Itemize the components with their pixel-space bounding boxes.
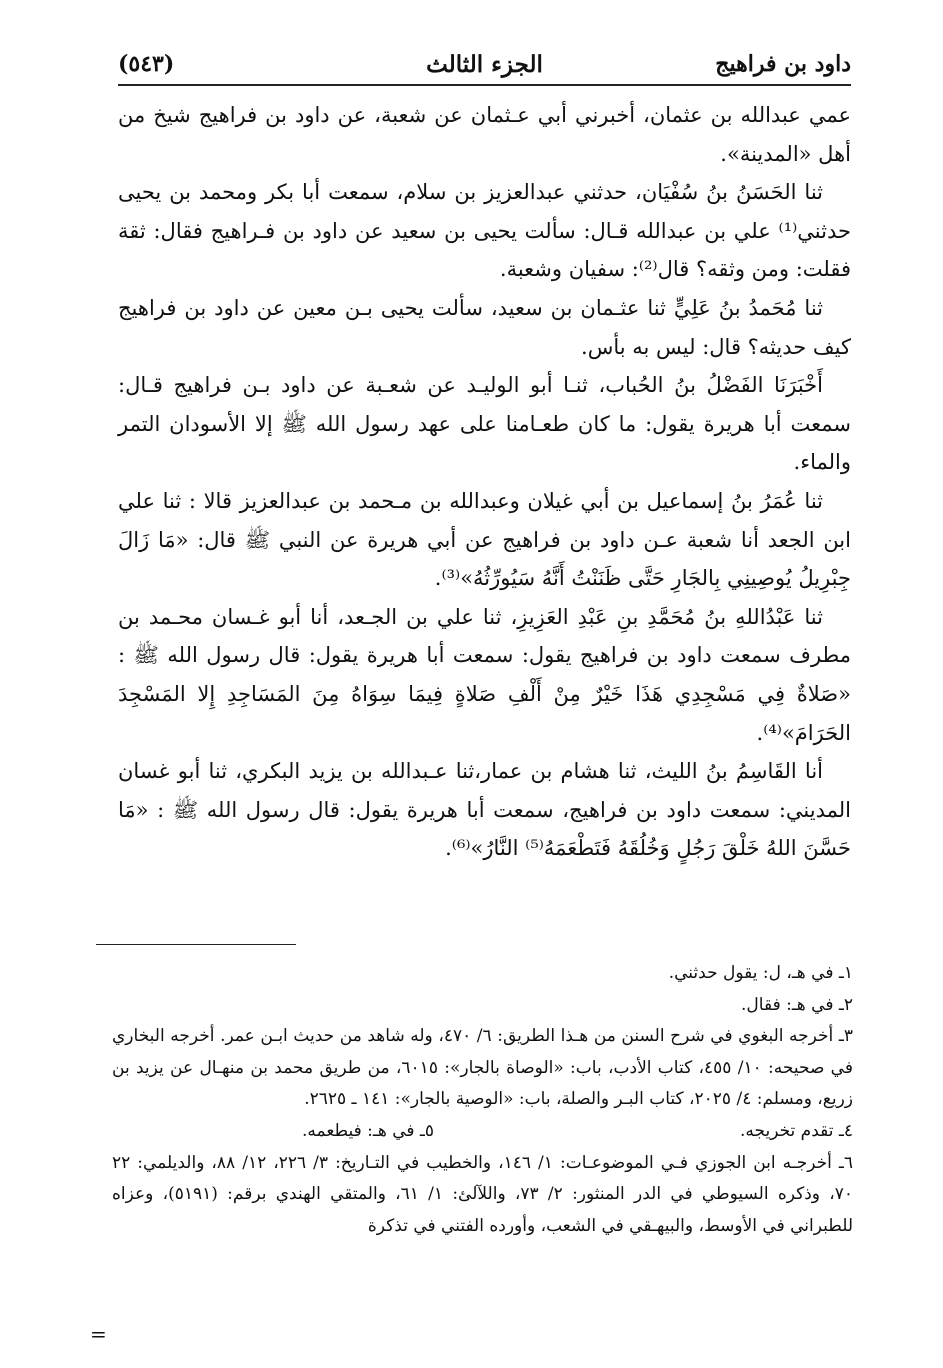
footnote-5: ٥ـ في هـ: فيطعمه.: [302, 1120, 435, 1141]
paragraph-1: عمي عبدالله بن عثمان، أخبرني أبي عـثمان عن شعبة، عن داود بن فراهيج شيخ من أهل «المدينة».: [118, 103, 851, 166]
paragraph-4: أَخْبَرَنَا الفَضْلُ بنُ الحُباب، ثنـا أبو الوليـد عن شعـبة عن داود بـن فراهيج قـال: سمعت أبا هريرة يقول: ما كان طعـامنا على عهد رسول الله ﷺ إلا الأسودان التمر والماء.: [118, 373, 851, 475]
header-volume: الجزء الثالث: [426, 50, 543, 78]
footnote-6: ٦ـ أخرجـه ابن الجوزي فـي الموضوعـات: ١/ ١٤٦، والخطيب في التـاريخ: ٣/ ٢٢٦، ١٢/ ٨٨، والديلمي: ٢٢ ٧٠، وذكره السيوطي في الدر المنثور: ٢/ ٧٣، واللآلئ: ١/ ٦١، والمتقي الهندي برقم: (٥١٩١)، وعزاه للطبراني في الأوسط، والبيهـقي في الشعب، وأورده الفتني في تذكرة: [112, 1152, 854, 1236]
continuation-mark: =: [90, 1322, 107, 1346]
footnote-2: ٢ـ في هـ: فقال.: [741, 994, 853, 1015]
footnote-4: ٤ـ تقدم تخريجه.: [739, 1120, 853, 1141]
footnotes: [112, 958, 853, 1242]
header-entry-name: داود بن فراهيج: [715, 51, 851, 77]
paragraph-5: ثنا عُمَرُ بنُ إسماعيل بن أبي غيلان وعبدالله بن مـحمد بن عبدالعزيز قالا : ثنا علي ابن الجعد أنا شعبة عـن داود بن فراهيج عن أبي هريرة عن النبي ﷺ قال: «مَا زَالَ جِبْرِيلُ يُوصِينِي بِالجَارِ حَتَّى ظَنَنْتُ أَنَّهُ سَيُورِّثُهُ»⁽³⁾.: [118, 488, 851, 591]
paragraph-3: ثنا مُحَمدُ بنُ عَلِيٍّ ثنا عثـمان بن سعيد، سألت يحيى بـن معين عن داود بن فراهيج كيف حديثه؟ قال: ليس به بأس.: [118, 295, 851, 359]
footnote-3: ٣ـ أخرجه البغوي في شرح السنن من هـذا الطريق: ٦/ ٤٧٠، وله شاهد من حديث ابـن عمر. أخرجه البخاري في صحيحه: ١٠/ ٤٥٥، كتاب الأدب، باب: «الوصاة بالجار»: ٦٠١٥، من طريق محمد بن منهـال عن يزيد بن زريع، ومسلم: ٤/ ٢٠٢٥، كتاب البـر والصلة، باب: «الوصية بالجار»: ١٤١ ـ ٢٦٢٥.: [112, 1026, 853, 1110]
main-text: [118, 96, 851, 868]
paragraph-2: ثنا الحَسَنُ بنُ سُفْيَان، حدثني عبدالعزيز بن سلام، سمعت أبا بكر ومحمد بن يحيى حدثني⁽¹⁾ علي بن عبدالله قـال: سألت يحيى بن سعيد عن داود بن فـراهيج فقال: ثقة فقلت: ومن وثقه؟ قال⁽²⁾: سفيان وشعبة.: [118, 180, 851, 282]
page-header: [118, 44, 851, 86]
footnote-1: ١ـ في هـ، ل: يقول حدثني.: [668, 963, 853, 983]
header-page-number: (٥٤٣): [118, 51, 175, 77]
paragraph-6: ثنا عَبْدُاللهِ بنُ مُحَمَّدِ بنِ عَبْدِ العَزِيزِ، ثنا علي بن الجـعد، أنا أبو غـسان محـمد بن مطرف سمعت داود بن فراهيج يقول: سمعت أبا هريرة يقول: قال رسول الله ﷺ : «صَلاةٌ فِي مَسْجِدِي هَذَا خَيْرٌ مِنْ أَلْفِ صَلاةٍ فِيمَا سِوَاهُ مِنَ المَسَاجِدِ إِلا المَسْجِدَ الحَرَامَ»⁽⁴⁾.: [118, 604, 851, 745]
paragraph-7: أنا القَاسِمُ بنُ الليث، ثنا هشام بن عمار،ثنا عـبدالله بن يزيد البكري، ثنا أبو غسان المديني: سمعت داود بن فراهيج، سمعت أبا هريرة يقول: قال رسول الله ﷺ : «مَا حَسَّنَ اللهُ خَلْقَ رَجُلٍ وَخُلُقَهُ فَتَطْعَمَهُ⁽⁵⁾ النَّارُ»⁽⁶⁾.: [118, 759, 851, 861]
footnote-separator: [96, 944, 296, 945]
footnote-row-4-5: [112, 1116, 853, 1148]
